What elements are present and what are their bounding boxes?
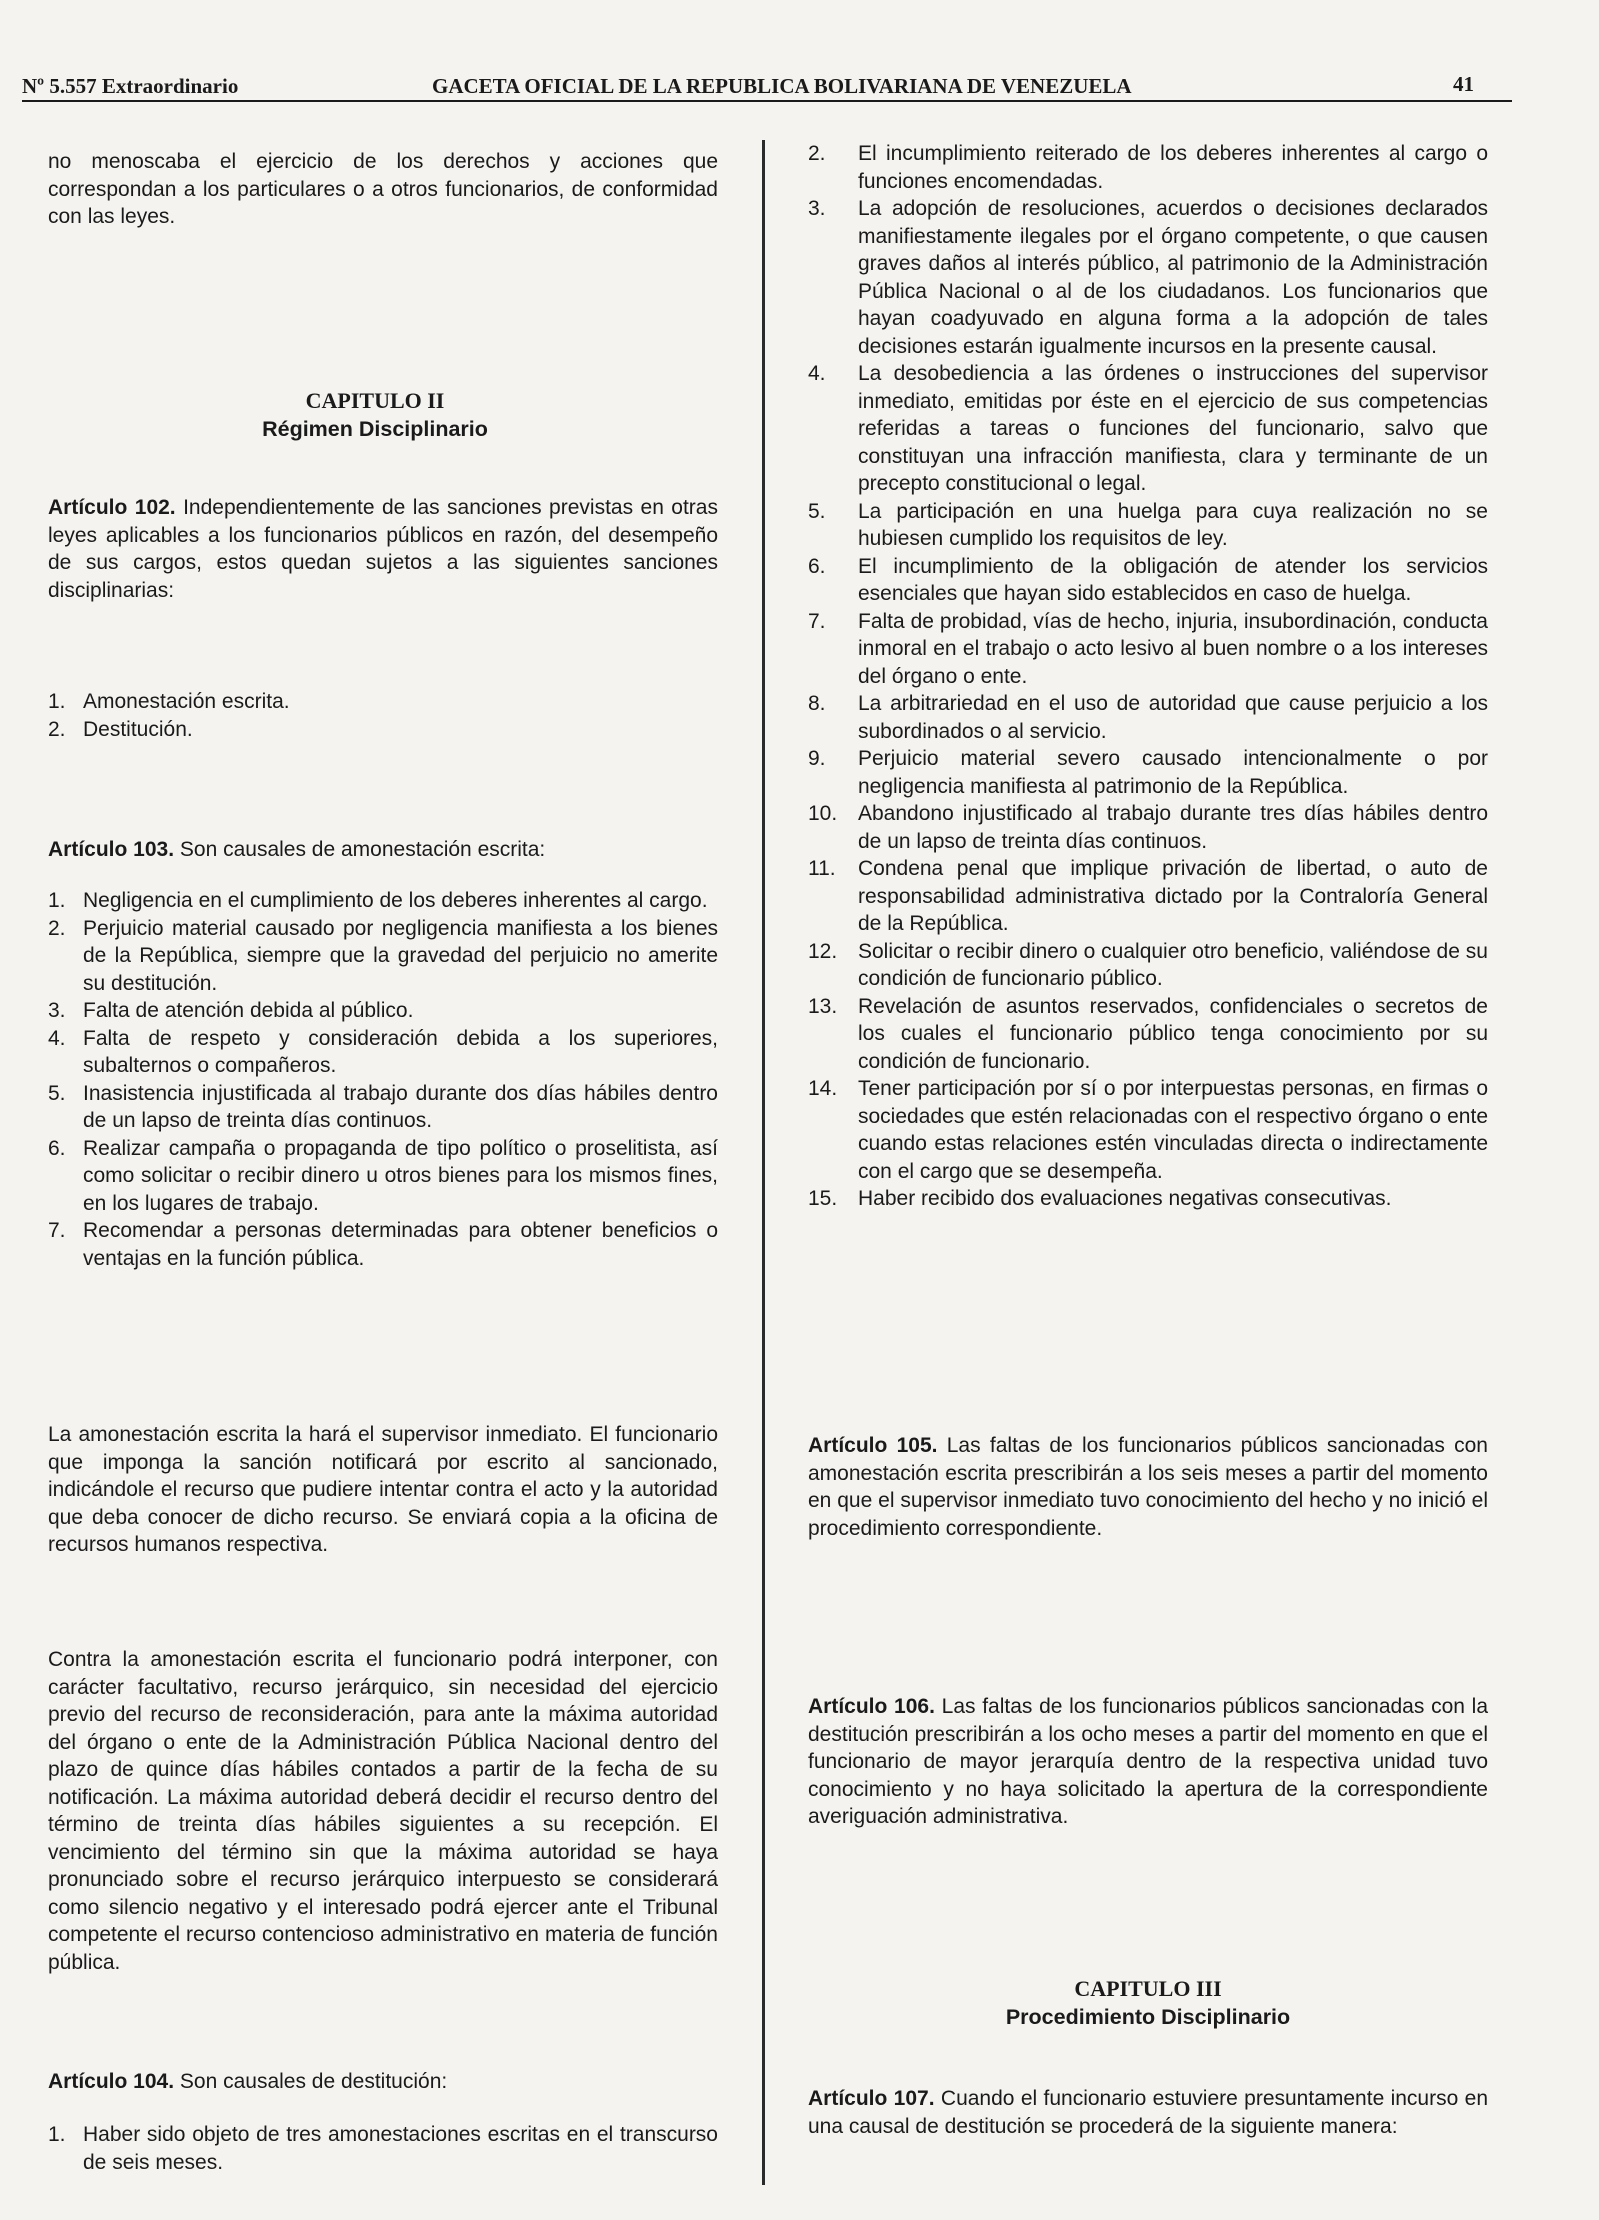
intro-paragraph: no menoscaba el ejercicio de los derechos y acciones que correspondan a los particulares o a otros funcionarios, de conformidad con las leyes. — [48, 150, 718, 228]
item-number: 7. — [808, 609, 826, 633]
article-104-list — [48, 2121, 718, 2176]
list-item — [48, 2121, 718, 2176]
item-number: 1. — [48, 690, 66, 713]
article-103-list — [48, 887, 718, 1272]
item-text: Haber recibido dos evaluaciones negativas consecutivas. — [858, 1187, 1392, 1210]
list-item — [48, 1135, 718, 1218]
item-number: 9. — [808, 747, 826, 770]
item-text: Condena penal que implique privación de libertad, o auto de responsabilidad administrativa dictado por la Contraloría General de la República. — [858, 857, 1488, 935]
item-text: La arbitrariedad en el uso de autoridad que cause perjuicio a los subordinados o al servicio. — [858, 692, 1488, 743]
list-item — [48, 688, 718, 716]
list-item — [808, 1185, 1488, 1213]
item-text: Revelación de asuntos reservados, confidenciales o secretos de los cuales el funcionario público tenga conocimiento por su condición de funcionario. — [858, 994, 1488, 1073]
article-label: Artículo 106. — [808, 1695, 935, 1718]
chapter-3-heading — [808, 1974, 1488, 2032]
page-number: 41 — [1453, 72, 1474, 96]
article-104-continued-list — [808, 140, 1488, 1213]
item-number: 2. — [808, 142, 826, 165]
article-105 — [808, 1432, 1488, 1542]
item-number: 1. — [48, 2123, 66, 2146]
item-number: 1. — [48, 889, 66, 912]
article-106 — [808, 1693, 1488, 1831]
article-label: Artículo 104. — [48, 2070, 175, 2093]
item-text: Realizar campaña o propaganda de tipo político o proselitista, así como solicitar o recibir dinero u otros bienes para los mismos fines, en los lugares de trabajo. — [83, 1136, 718, 1215]
item-text: Tener participación por sí o por interpuestas personas, en firmas o sociedades que estén relacionadas con el respectivo órgano o ente cuando estas relaciones estén vinculadas directa o indirectamente con el cargo que se desempeña. — [858, 1077, 1488, 1183]
item-text: Perjuicio material severo causado intencionalmente o por negligencia manifiesta al patrimonio de la República. — [858, 747, 1488, 798]
item-text: La desobediencia a las órdenes o instrucciones del supervisor inmediato, emitidas por éste en el ejercicio de sus competencias referidas a tareas o funciones del funcionario, salvo que constituyan una infracción manifiesta, clara y terminante de un precepto constitucional o legal. — [858, 362, 1488, 495]
item-number: 2. — [48, 717, 66, 741]
list-item — [808, 993, 1488, 1076]
article-text: Cuando el funcionario estuviere presuntamente incurso en una causal de destitución se procederá de la siguiente manera: — [808, 2087, 1488, 2138]
chapter-2-heading — [40, 386, 710, 444]
item-text: Solicitar o recibir dinero o cualquier otro beneficio, valiéndose de su condición de funcionario público. — [858, 939, 1488, 990]
item-number: 13. — [808, 994, 838, 1018]
item-number: 15. — [808, 1187, 838, 1210]
list-item — [808, 140, 1488, 195]
article-text: Son causales de amonestación escrita: — [174, 838, 546, 861]
list-item — [48, 887, 718, 915]
list-item — [808, 690, 1488, 745]
item-text: El incumplimiento de la obligación de atender los servicios esenciales que hayan sido establecidos en caso de huelga. — [858, 554, 1488, 605]
item-number: 11. — [808, 857, 836, 880]
item-number: 3. — [48, 999, 66, 1022]
issue-number: Nº 5.557 Extraordinario — [22, 74, 239, 98]
list-item — [48, 716, 718, 744]
article-text: Independientemente de las sanciones previstas en otras leyes aplicables a los funcionarios públicos en razón, del desempeño de sus cargos, estos quedan sujetos a las siguientes sanciones disciplinarias: — [48, 496, 718, 602]
article-text: Las faltas de los funcionarios públicos sancionadas con amonestación escrita prescribirán a los seis meses a partir del momento en que el supervisor inmediato tuvo conocimiento del hecho y no inició el procedimiento correspondiente. — [808, 1434, 1488, 1540]
gazette-header — [22, 72, 1512, 102]
item-number: 6. — [48, 1136, 66, 1160]
list-item — [808, 855, 1488, 938]
article-102 — [48, 494, 718, 604]
column-divider — [762, 140, 765, 2185]
article-text: Son causales de destitución: — [174, 2070, 448, 2093]
chapter-title: Régimen Disciplinario — [262, 417, 488, 441]
article-103 — [48, 836, 718, 864]
amonestacion-paragraph: La amonestación escrita la hará el supervisor inmediato. El funcionario que imponga la sanción notificará por escrito al sancionado, indicándole el recurso que pudiere intentar contra el acto y la autoridad que deba conocer de dicho recurso. Se enviará copia a la oficina de recursos humanos respectiva. — [48, 1423, 718, 1556]
list-item — [808, 608, 1488, 691]
item-text: Falta de probidad, vías de hecho, injuria, insubordinación, conducta inmoral en el trabajo o acto lesivo al buen nombre o a los intereses del órgano o ente. — [858, 609, 1488, 688]
list-item — [808, 498, 1488, 553]
item-text: La adopción de resoluciones, acuerdos o decisiones declarados manifiestamente ilegales por el órgano competente, o que causen graves daños al interés público, al patrimonio de la Administración Pública Nacional o al de los ciudadanos. Los funcionarios que hayan coadyuvado en alguna forma a la adopción de tales decisiones estarán igualmente incursos en la presente causal. — [858, 197, 1488, 358]
article-102-list — [48, 688, 718, 743]
gazette-title: GACETA OFICIAL DE LA REPUBLICA BOLIVARIANA DE VENEZUELA — [432, 74, 1132, 98]
article-104 — [48, 2068, 718, 2096]
item-text: Amonestación escrita. — [83, 690, 290, 713]
chapter-number: CAPITULO II — [305, 388, 445, 413]
recurso-paragraph: Contra la amonestación escrita el funcionario podrá interponer, con carácter facultativo, recurso jerárquico, sin necesidad del ejercicio previo del recurso de reconsideración, para ante la máxima autoridad del órgano o ente de la Administración Pública Nacional dentro del plazo de quince días hábiles contados a partir de la fecha de su notificación. La máxima autoridad deberá decidir el recurso dentro del término de treinta días hábiles siguientes a su recepción. El vencimiento del término sin que la máxima autoridad se haya pronunciado sobre el recurso jerárquico interpuesto se considerará como silencio negativo y el interesado podrá ejercer ante el Tribunal competente el recurso contencioso administrativo en materia de función pública. — [48, 1648, 718, 1974]
item-number: 5. — [48, 1081, 66, 1105]
item-number: 5. — [808, 499, 826, 523]
article-text: Las faltas de los funcionarios públicos sancionadas con la destitución prescribirán a los ocho meses a partir del momento en que el funcionario de mayor jerarquía dentro de la respectiva unidad tuvo conocimiento y no haya solicitado la apertura de la correspondiente averiguación administrativa. — [808, 1695, 1488, 1828]
item-number: 10. — [808, 802, 838, 825]
list-item — [48, 997, 718, 1025]
dismissal-causes-list — [48, 2121, 718, 2176]
item-number: 14. — [808, 1077, 838, 1100]
item-number: 8. — [808, 692, 826, 715]
sanctions-list — [48, 688, 718, 743]
item-number: 7. — [48, 1219, 66, 1242]
item-text: Falta de respeto y consideración debida a los superiores, subalternos o compañeros. — [83, 1026, 718, 1077]
list-item — [808, 195, 1488, 360]
article-label: Artículo 103. — [48, 838, 175, 861]
item-text: Haber sido objeto de tres amonestaciones escritas en el transcurso de seis meses. — [83, 2123, 718, 2174]
item-text: Perjuicio material causado por negligencia manifiesta a los bienes de la República, siempre que la gravedad del perjuicio no amerite su destitución. — [83, 916, 718, 995]
item-text: Falta de atención debida al público. — [83, 999, 414, 1022]
article-label: Artículo 105. — [808, 1434, 938, 1457]
item-text: Destitución. — [83, 717, 193, 741]
item-text: El incumplimiento reiterado de los deberes inherentes al cargo o funciones encomendadas. — [858, 142, 1488, 193]
chapter-number: CAPITULO III — [1074, 1976, 1222, 2001]
item-text: Recomendar a personas determinadas para obtener beneficios o ventajas en la función pública. — [83, 1219, 718, 1270]
item-number: 3. — [808, 197, 826, 220]
list-item — [808, 553, 1488, 608]
item-text: Inasistencia injustificada al trabajo durante dos días hábiles dentro de un lapso de treinta días continuos. — [83, 1081, 718, 1132]
article-label: Artículo 107. — [808, 2087, 935, 2110]
item-number: 12. — [808, 939, 838, 963]
list-item — [808, 360, 1488, 498]
item-text: Abandono injustificado al trabajo durante tres días hábiles dentro de un lapso de treinta días continuos. — [858, 802, 1488, 853]
article-107 — [808, 2085, 1488, 2140]
item-number: 6. — [808, 554, 826, 578]
list-item — [808, 800, 1488, 855]
list-item — [808, 938, 1488, 993]
item-number: 2. — [48, 916, 66, 940]
causes-list — [48, 887, 718, 1272]
list-item — [808, 745, 1488, 800]
list-item — [48, 1025, 718, 1080]
list-item — [48, 1217, 718, 1272]
list-item — [48, 915, 718, 998]
article-label: Artículo 102. — [48, 496, 176, 519]
chapter-title: Procedimiento Disciplinario — [1005, 2005, 1291, 2029]
item-text: La participación en una huelga para cuya realización no se hubiesen cumplido los requisitos de ley. — [858, 499, 1488, 550]
list-item — [48, 1080, 718, 1135]
list-item — [808, 1075, 1488, 1185]
item-number: 4. — [48, 1026, 66, 1050]
item-number: 4. — [808, 362, 826, 385]
item-text: Negligencia en el cumplimiento de los deberes inherentes al cargo. — [83, 889, 708, 912]
dismissal-causes-list-continued — [808, 140, 1488, 1213]
